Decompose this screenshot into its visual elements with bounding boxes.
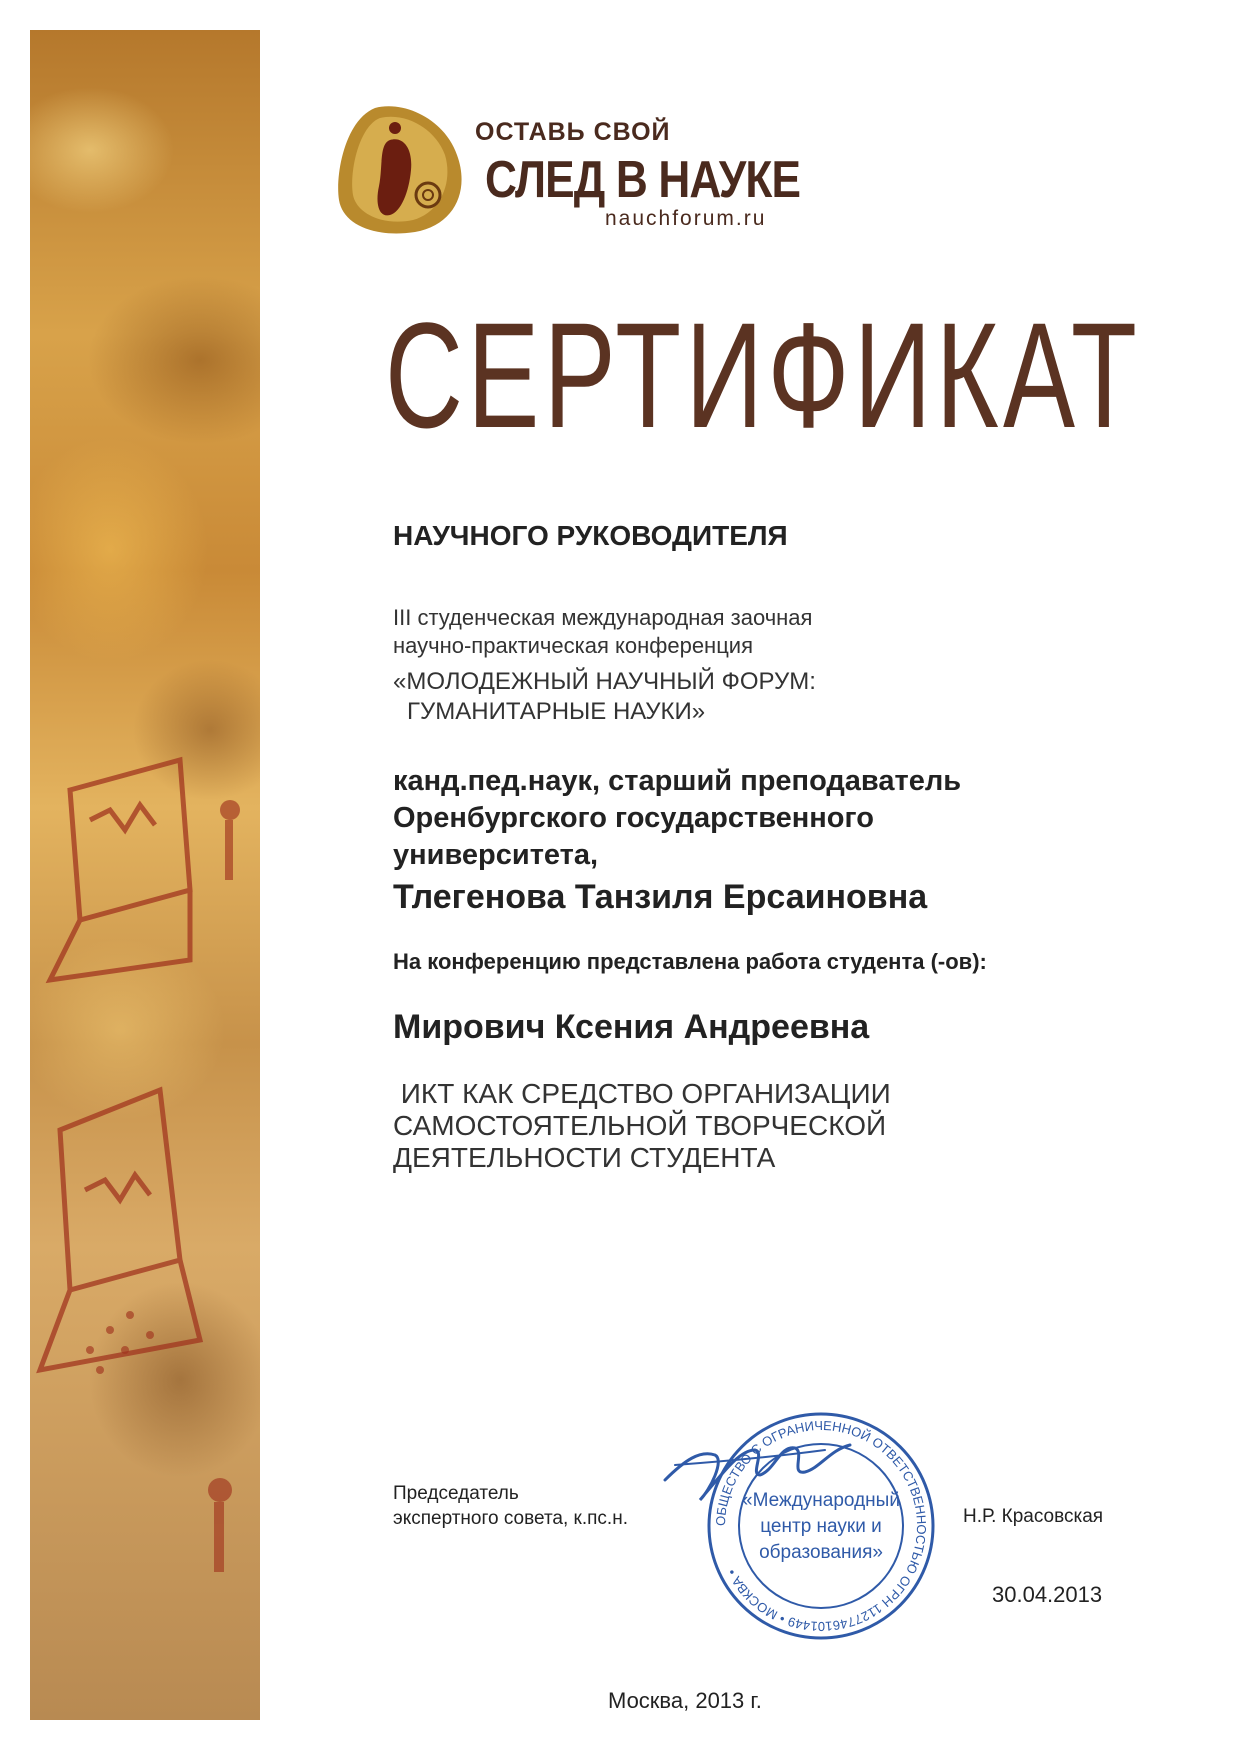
chair-signature <box>655 1420 855 1510</box>
conference-line: III студенческая международная заочная <box>393 605 813 630</box>
supervisor-position-line: университета, <box>393 839 599 871</box>
presented-work-label: На конференцию представлена работа студента (-ов): <box>393 949 987 974</box>
work-topic-line: ДЕЯТЕЛЬНОСТИ СТУДЕНТА <box>393 1142 776 1173</box>
conference-line: научно-практическая конференция <box>393 633 754 658</box>
conference-name-line: «МОЛОДЕЖНЫЙ НАУЧНЫЙ ФОРУМ: <box>393 668 816 695</box>
stamp-ring-text: ОБЩЕСТВО С ОГРАНИЧЕННОЙ ОТВЕТСТВЕННОСТЬЮ ОГРН 1127746101449 • МОСКВА • <box>712 1417 930 1635</box>
stamp-center-line: образования» <box>759 1542 883 1563</box>
forum-logo <box>335 100 801 250</box>
certificate-title: СЕРТИФИКАТ <box>385 291 1142 459</box>
logo-slogan-top: ОСТАВЬ СВОЙ <box>475 118 671 146</box>
supervisor-position-line: канд.пед.наук, старший преподаватель <box>393 765 962 797</box>
supervisor-name: Тлегенова Танзиля Ерсаиновна <box>393 878 928 916</box>
work-topic-line: ИКТ КАК СРЕДСТВО ОРГАНИЗАЦИИ <box>393 1078 891 1109</box>
supervisor-position <box>393 763 961 874</box>
decorative-side-banner <box>30 30 260 1720</box>
supervisor-position-line: Оренбургского государственного <box>393 802 874 834</box>
student-name: Мирович Ксения Андреевна <box>393 1008 870 1046</box>
conference-name-line: ГУМАНИТАРНЫЕ НАУКИ» <box>407 698 706 725</box>
conference-name <box>393 667 816 727</box>
certificate-role: НАУЧНОГО РУКОВОДИТЕЛЯ <box>393 520 788 551</box>
logo-website: nauchforum.ru <box>605 207 767 230</box>
issue-date: 30.04.2013 <box>992 1582 1103 1607</box>
amber-stone-footprint-icon <box>335 100 470 240</box>
city-year: Москва, 2013 г. <box>608 1688 762 1713</box>
chair-title <box>393 1481 628 1531</box>
rock-art-illustration <box>30 30 260 1720</box>
logo-slogan-main: СЛЕД В НАУКЕ <box>485 151 801 209</box>
conference-description <box>393 604 812 660</box>
chair-title-line: Председатель <box>393 1483 519 1504</box>
stamp-center-line: центр науки и <box>760 1516 882 1537</box>
stamp-center-line: «Международный <box>742 1490 900 1511</box>
chair-title-line: экспертного совета, к.пс.н. <box>393 1508 628 1529</box>
work-topic-line: САМОСТОЯТЕЛЬНОЙ ТВОРЧЕСКОЙ <box>393 1110 887 1141</box>
work-topic <box>393 1078 891 1174</box>
chair-name: Н.Р. Красовская <box>963 1506 1104 1527</box>
